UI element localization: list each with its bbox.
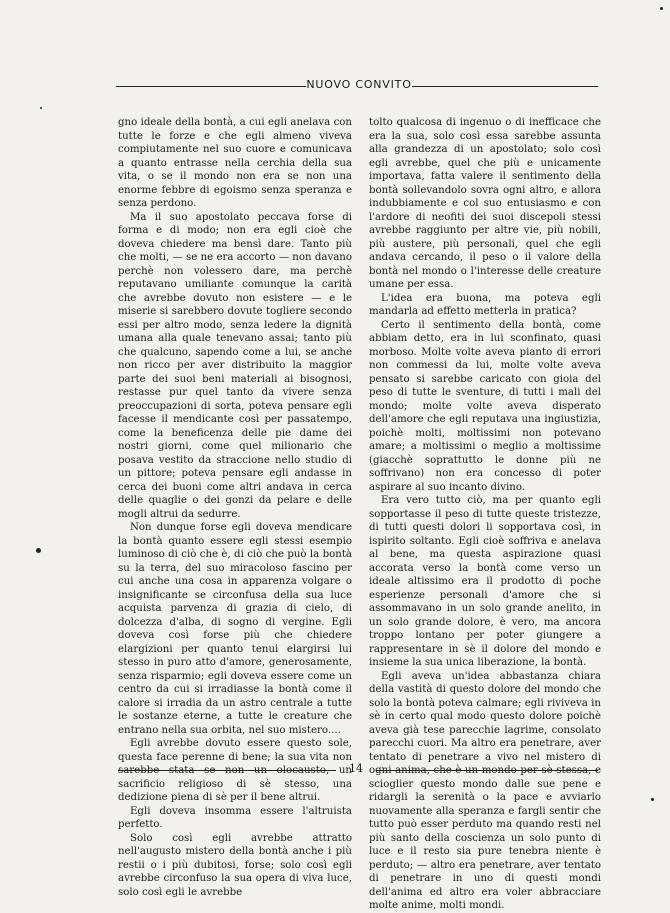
paragraph: Solo così egli avrebbe attratto nell'augusto mistero della bontà anche i più restii o i più dubitosi, forse; solo così egli avrebbe circonfuso la sua opera di viva luce, solo così egli le avrebbe <box>118 832 352 898</box>
ink-speck <box>651 798 654 801</box>
paragraph: Egli doveva insomma essere l'altruista perfetto. <box>118 805 352 830</box>
footer-rule-left <box>118 770 336 771</box>
paragraph: tolto qualcosa di ingenuo o di inefficace che era la sua, solo così essa sarebbe assunta alla grandezza di un apostolato; solo così egli avrebbe, quel che più e unicamente importava, fatta valere il sentimento della bontà sollevandolo sovra ogni altro, e allora indubbiamente e col suo entusiasmo e con l'ardore di neofiti dei suoi discepoli stessi avrebbe raggiunto per altre vie, più nobili, più austere, più personali, quel che egli andava cercando, il peso o il valore della bontà nel mondo o l'interesse delle creature umane per essa. <box>369 117 601 290</box>
ink-speck <box>40 107 42 109</box>
paragraph: Egli avrebbe dovuto essere questo sole, questa face perenne di bene; la sua vita non sarebbe stata se non un olocausto, un sacrificio religioso di sè stesso, una dedizione piena di sè per il bene altrui. <box>118 738 352 803</box>
page-number: 14 <box>349 762 363 775</box>
paragraph: L'idea era buona, ma poteva egli mandarla ad effetto metterla in pratica? <box>369 292 601 317</box>
header-rule-left <box>116 86 306 87</box>
paragraph: Era vero tutto ciò, ma per quanto egli sopportasse il peso di tutte queste tristezze, di tutti questi dolori li sopportava così, in ispirito soltanto. Egli cioè soffriva e anelava al bene, ma questa aspirazione quasi accorata verso la bontà come verso un ideale altissimo era il prodotto di poche esperienze personali d'amore che si assommavano in un solo grande anelito, in un solo grande dolore, è vero, ma ancora troppo lontano per poter giungere a rappresentare in sè il dolore del mondo e insieme la sua unica liberazione, la bontà. <box>369 495 601 668</box>
paragraph: Certo il sentimento della bontà, come abbiam detto, era in lui sconfinato, quasi morboso. Molte volte aveva pianto di errori non commessi da lui, molte volte aveva pensato si sarebbe caricato con gioia del peso di tutte le sventure, di tutti i mali del mondo; molte volte aveva disperato dell'amore che egli reputava una ingiustizia, poichè molti, moltissimi non potevano amare; a moltissimi o meglio a moltissime (giacchè soprattutto le donne più ne soffrivano) non era concesso di poter aspirare al suo incanto divino. <box>369 319 601 493</box>
right-column <box>369 116 601 913</box>
paragraph: gno ideale della bontà, a cui egli anelava con tutte le forze e che egli almeno viveva compiutamente nel suo cuore e comunicava a quanto entrasse nella cerchia della sua vita, o se il mondo non era se non una enorme febbre di egoismo senza speranza e senza perdono. <box>118 117 352 209</box>
paragraph: Egli aveva un'idea abbastanza chiara della vastità di questo dolore del mondo che solo la bontà poteva calmare; egli riviveva in sè in certo qual modo questo dolore poichè aveva già tese parecchie lagrime, consolato parecchi cuori. Ma altro era penetrare, aver tentato di penetrare a vivo nel mistero di ogni anima, che è un mondo per sè stessa, e scioglier questo mondo dalle sue pene e ridargli la serenità o la pace e avviarlo nuovamente alla speranza e fargli sentir che tutto può esser perduto ma quando resti nel più santo della coscienza un solo punto di luce e il resto sia pure tenebra niente è perduto; — altro era penetrare, aver tentato di penetrare in uno di questi mondi dell'anima ed altro era voler abbracciare molte anime, molti mondi. <box>369 670 601 911</box>
ink-speck <box>36 548 41 553</box>
footer-rule-right <box>376 770 598 771</box>
left-column <box>118 116 352 899</box>
ink-speck <box>660 7 663 10</box>
paragraph: Ma il suo apostolato peccava forse di forma e di modo; non era egli cioè che doveva chiedere ma bensì dare. Tanto più che molti, — se ne era accorto — non davano perchè non volessero dare, ma perchè reputavano umiliante comunque la carità che avrebbe dovuto non esistere — e le miserie si sarebbero dovute togliere secondo essi per altro modo, senza ledere la dignità umana alla quale tenevano assai; tanto più che qualcuno, sapendo come a lui, se anche non ricco per aver distribuito la maggior parte dei suoi beni materiali ai bisognosi, restasse pur quel tanto da vivere senza preoccupazioni di sorta, poteva pensare egli facesse il mendicante così per passatempo, come la beneficenza delle pie dame dei nostri giorni, come quel milionario che posava vestito da straccione nello studio di un pittore; poteva pensare egli andasse in cerca dei buoni come altri andava in cerca delle quaglie o dei gonzi da pelare e delle mogli altrui da sedurre. <box>118 211 352 520</box>
header-rule-right <box>412 86 598 87</box>
running-head: NUOVO CONVITO <box>306 78 412 91</box>
paragraph: Non dunque forse egli doveva mendicare la bontà quanto essere egli stessi esempio luminoso di ciò che è, di ciò che può la bontà su la terra, del suo miracoloso fascino per cui anche una cosa in apparenza volgare o insignificante se circonfusa della sua luce acquista parvenza di grazia di cielo, di dolcezza d'alba, di sogno di vergine. Egli doveva così forse più che chiedere elargizioni per quanto tenui elargirsi lui stesso in puro atto d'amore, generosamente, senza risparmio; egli doveva essere come un centro da cui si irradiasse la bontà come il calore si irradia da un astro centrale a tutte le sostanze eterne, a tutte le creature che entrano nella sua orbita, nel suo mistero.... <box>118 522 352 736</box>
